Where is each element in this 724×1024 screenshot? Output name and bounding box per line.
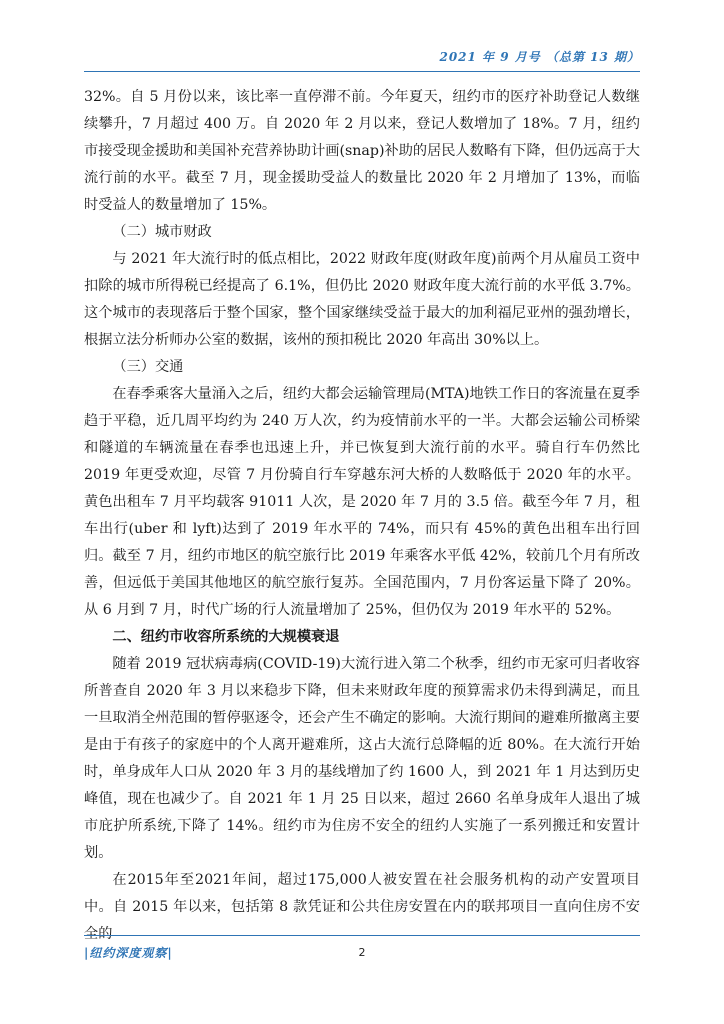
subheading-transportation: （三）交通 xyxy=(112,359,184,375)
footer-divider xyxy=(84,935,640,936)
section-heading-shelter: 二、纽约市收容所系统的大规模衰退 xyxy=(112,629,340,645)
article-body xyxy=(84,84,640,948)
page-number: 2 xyxy=(358,946,366,959)
publication-name: |纽约深度观察| xyxy=(84,946,173,960)
issue-header: 2021 年 9 月号 （总第 13 期） xyxy=(439,50,640,64)
header-divider xyxy=(84,71,640,72)
paragraph-placement: 在2015年至2021年间，超过175,000人被安置在社会服务机构的动产安置项目中。自 2015 年以来，包括第 8 款凭证和公共住房安置在内的联邦项目一直向住房不安全的 xyxy=(84,872,640,942)
subheading-city-finance: （二）城市财政 xyxy=(112,224,212,240)
paragraph-city-finance: 与 2021 年大流行时的低点相比，2022 财政年度(财政年度)前两个月从雇员工资中扣除的城市所得税已经提高了 6.1%，但仍比 2020 财政年度大流行前的水平低 3.7%。这个城市的表现落后于整个国家，整个国家继续受益于最大的加利福尼亚州的强劲增长，根据立法分析师办公室的数据，该州的预扣税比 2020 年高出 30%以上。 xyxy=(84,251,640,348)
paragraph-welfare: 32%。自 5 月份以来，该比率一直停滞不前。今年夏天，纽约市的医疗补助登记人数继续攀升，7 月超过 400 万。自 2020 年 2 月以来，登记人数增加了 18%。7 月，纽约市接受现金援助和美国补充营养协助计画(snap)补助的居民人数略有下降，但仍远高于大流行前的水平。截至 7 月，现金援助受益人的数量比 2020 年 2 月增加了 13%，而临时受益人的数量增加了 15%。 xyxy=(84,89,640,213)
paragraph-shelter-decline: 随着 2019 冠状病毒病(COVID-19)大流行进入第二个秋季，纽约市无家可归者收容所普查自 2020 年 3 月以来稳步下降，但未来财政年度的预算需求仍未得到满足，而且一旦取消全州范围的暂停驱逐令，还会产生不确定的影响。大流行期间的避难所撤离主要是由于有孩子的家庭中的个人离开避难所，这占大流行总降幅的近 80%。在大流行开始时，单身成年人口从 2020 年 3 月的基线增加了约 1600 人，到 2021 年 1 月达到历史峰值，现在也减少了。自 2021 年 1 月 25 日以来，超过 2660 名单身成年人退出了城市庇护所系统,下降了 14%。纽约市为住房不安全的纽约人实施了一系列搬迁和安置计划。 xyxy=(84,656,640,861)
paragraph-transportation: 在春季乘客大量涌入之后，纽约大都会运输管理局(MTA)地铁工作日的客流量在夏季趋于平稳，近几周平均约为 240 万人次，约为疫情前水平的一半。大都会运输公司桥梁和隧道的车辆流量在春季也迅速上升，并已恢复到大流行前的水平。骑自行车仍然比 2019 年更受欢迎，尽管 7 月份骑自行车穿越东河大桥的人数略低于 2020 年的水平。黄色出租车 7 月平均载客 91011 人次，是 2020 年 7 月的 3.5 倍。截至今年 7 月，租车出行(uber 和 lyft)达到了 2019 年水平的 74%，而只有 45%的黄色出租车出行回归。截至 7 月，纽约市地区的航空旅行比 2019 年乘客水平低 42%，较前几个月有所改善，但远低于美国其他地区的航空旅行复苏。全国范围内，7 月份客运量下降了 20%。从 6 月到 7 月，时代广场的行人流量增加了 25%，但仍仅为 2019 年水平的 52%。 xyxy=(84,386,640,618)
